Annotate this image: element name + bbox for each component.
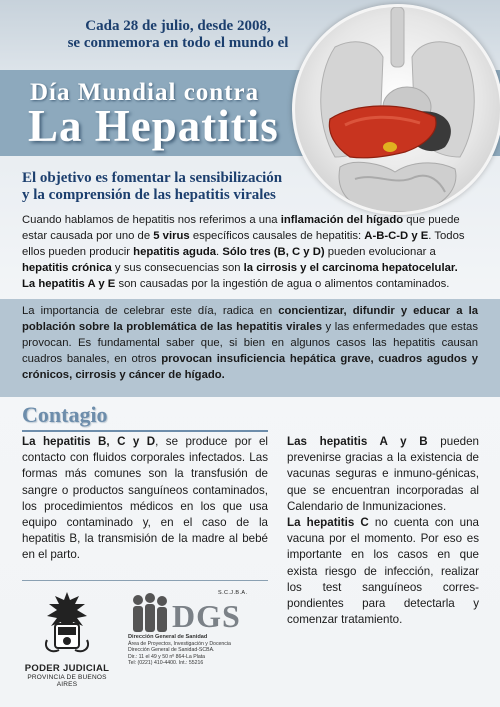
text: . xyxy=(216,246,223,258)
contagio-left-column xyxy=(22,434,268,564)
contagio-heading: Contagio xyxy=(22,402,108,427)
text: son causadas por la ingestión de agua o alimentos contaminados. xyxy=(115,278,450,290)
objective-subtitle xyxy=(22,170,362,204)
text-bold: hepatitis crónica xyxy=(22,262,112,274)
text: . Todos ellos pueden producir xyxy=(22,230,465,258)
text: La importancia de celebrar este día, radica en xyxy=(22,305,279,317)
text-bold: Sólo tres (B, C y D) xyxy=(222,246,325,258)
intro-line-1: Cada 28 de julio, desde 2008, xyxy=(85,18,271,34)
poder-judicial-subtitle: PROVINCIA DE BUENOS AIRES xyxy=(27,674,107,688)
text-bold: inflamación del hígado xyxy=(280,214,404,226)
dgs-line-5: Tel: (0221) 410-4400. Int.: 55216 xyxy=(128,660,204,667)
text-bold: concientizar, difundir y educar a la población sobre la problemática de las hepatitis virales xyxy=(22,305,478,333)
text-bold: La hepatitis C xyxy=(287,516,369,530)
text-bold: la cirrosis y el carcinoma hepatocelular. xyxy=(243,262,458,274)
text: pueden prevenirse gracias a la existencia de vacunas seguras e inmuno-génicas, que se encuentran incorporadas al Calendario de Inmunizaciones. xyxy=(287,435,479,513)
text: específicos causales de hepatitis: xyxy=(189,230,365,242)
dgs-logo-icon xyxy=(128,592,172,634)
text: no cuenta con una vacuna por el momento. Por eso es importante en los casos en que exista riesgo de infección, realizar los test sanguíneos corres-pondientes para detectarla y comenzar tratamiento. xyxy=(287,516,479,627)
text: que puede estar causada por uno de xyxy=(22,214,460,242)
dgs-line-4: Dir.: 11 el 49 y 50 nº 864-La Plata xyxy=(128,653,206,660)
poder-judicial-crest-icon xyxy=(39,590,95,656)
importance-paragraph xyxy=(22,303,478,383)
intro-text xyxy=(28,18,328,52)
objective-line-1: El objetivo es fomentar la sensibilización xyxy=(22,170,283,186)
title-line-1: Día Mundial contra xyxy=(30,79,260,106)
text-bold: A-B-C-D y E xyxy=(364,230,429,242)
text: y sus consecuencias son xyxy=(111,262,244,274)
poder-judicial-name: PODER JUDICIAL xyxy=(24,663,110,674)
dgs-address xyxy=(128,634,278,667)
dgs-letters: DGS xyxy=(172,598,241,634)
text-bold: provocan insuficiencia hepática grave, cuadros agudos y crónicos, cirrosis y cáncer de hígado. xyxy=(22,353,478,381)
text: y las enfermedades que estas provocan. Es fundamental saber que, si bien en algunos casos las hepatitis causan cuadros banales, en otros xyxy=(22,321,478,365)
text-bold: La hepatitis B, C y D xyxy=(22,435,156,448)
dgs-line-1: Dirección General de Sanidad xyxy=(128,634,208,640)
objective-line-2: y la comprensión de las hepatitis virales xyxy=(22,187,276,203)
poder-judicial-logo xyxy=(22,590,112,688)
intro-line-2: se conmemora en todo el mundo el xyxy=(67,35,289,51)
contagio-right-column xyxy=(287,434,479,628)
title-line-2: La Hepatitis xyxy=(28,101,279,151)
text: , se produce por el contacto con fluidos corporales infectados. Las formas más comunes son la transfusión de sangre o productos sanguíneos contaminados, los procedimientos médicos en los que usa equipo contaminado y, en el caso de la hepatitis B, la transmisión de la madre al bebé en el parto. xyxy=(22,435,269,562)
text: Cuando hablamos de hepatitis nos referimos a una xyxy=(22,214,281,226)
text-bold: 5 virus xyxy=(153,230,190,242)
footer-divider xyxy=(22,580,268,581)
text-bold: hepatitis aguda xyxy=(133,246,217,258)
dgs-line-3: Dirección General de Sanidad-SCBA. xyxy=(128,647,215,654)
text: pueden evolucionar a xyxy=(324,246,436,258)
text-bold: La hepatitis A y E xyxy=(22,278,116,290)
text-bold: Las hepatitis A y B xyxy=(287,435,428,448)
intro-paragraph xyxy=(22,212,478,292)
contagio-underline xyxy=(22,430,268,432)
dgs-line-2: Área de Proyectos, Investigación y Docencia xyxy=(128,640,231,647)
dgs-tag: S.C.J.B.A. xyxy=(218,590,248,596)
